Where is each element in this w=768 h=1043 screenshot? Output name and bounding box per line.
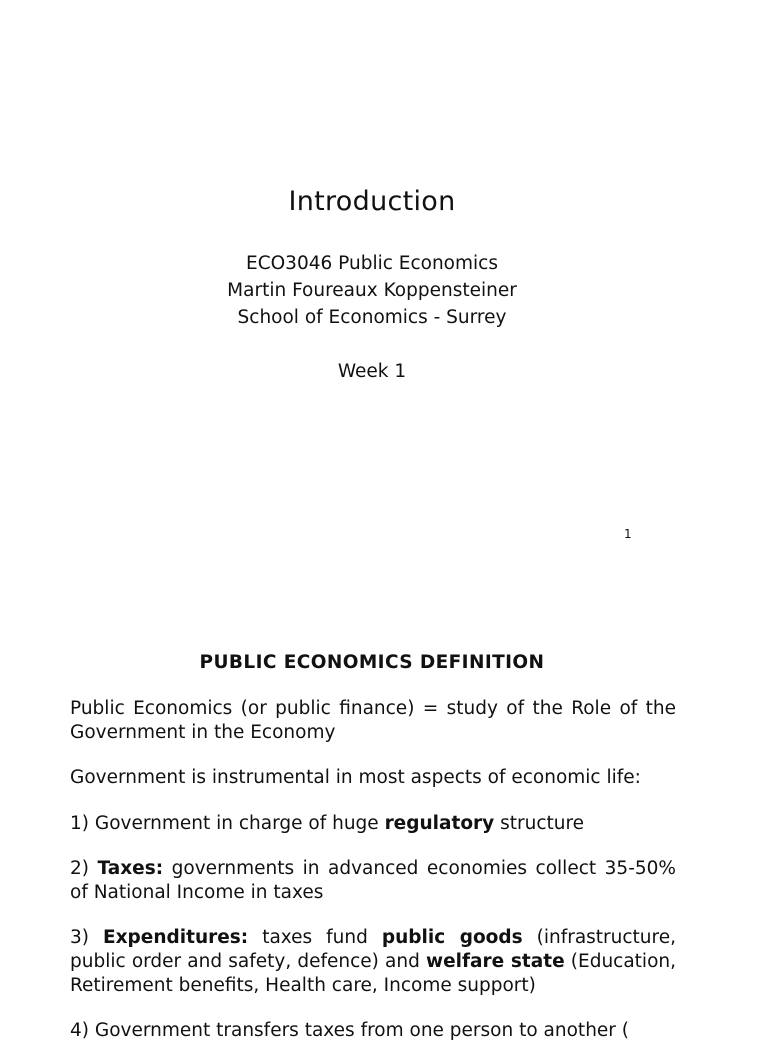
title-meta-block — [0, 250, 744, 331]
point-taxes — [70, 857, 676, 905]
point-text: 3) — [70, 927, 103, 948]
point-transfers-partial: 4) Government transfers taxes from one person to another ( — [70, 1020, 630, 1041]
point-text: taxes fund — [248, 927, 382, 948]
point-keyword: Expenditures: — [102, 927, 249, 948]
point-text: structure — [494, 813, 585, 834]
point-keyword: public goods — [381, 927, 523, 948]
point-keyword: Taxes: — [97, 858, 164, 879]
slide-title: Introduction — [288, 186, 456, 217]
point-text: 1) Government in charge of huge — [70, 813, 385, 834]
intro-paragraph: Government is instrumental in most aspects of economic life: — [70, 767, 641, 788]
point-keyword: welfare state — [426, 951, 565, 972]
point-text: governments in advanced economies collect 35-50% of National Income in taxes — [70, 858, 676, 903]
point-keyword: regulatory — [384, 813, 495, 834]
course-name: ECO3046 Public Economics — [246, 253, 498, 274]
section-heading: PUBLIC ECONOMICS DEFINITION — [199, 652, 545, 673]
point-regulatory — [70, 812, 676, 836]
definition-paragraph: Public Economics (or public finance) = study of the Role of the Government in the Economy — [70, 698, 676, 743]
point-text: (infrastructure, public order and safety, defence) and — [70, 927, 676, 972]
page-number: 1 — [624, 527, 632, 541]
week-label: Week 1 — [337, 361, 407, 382]
slide-definition-page — [0, 600, 768, 1041]
point-text: 2) — [70, 858, 98, 879]
author-name: Martin Foureaux Koppensteiner — [227, 280, 517, 301]
affiliation: School of Economics - Surrey — [237, 307, 507, 328]
point-text: (Education, Retirement benefits, Health care, Income support) — [70, 951, 676, 996]
point-expenditures — [70, 926, 676, 998]
